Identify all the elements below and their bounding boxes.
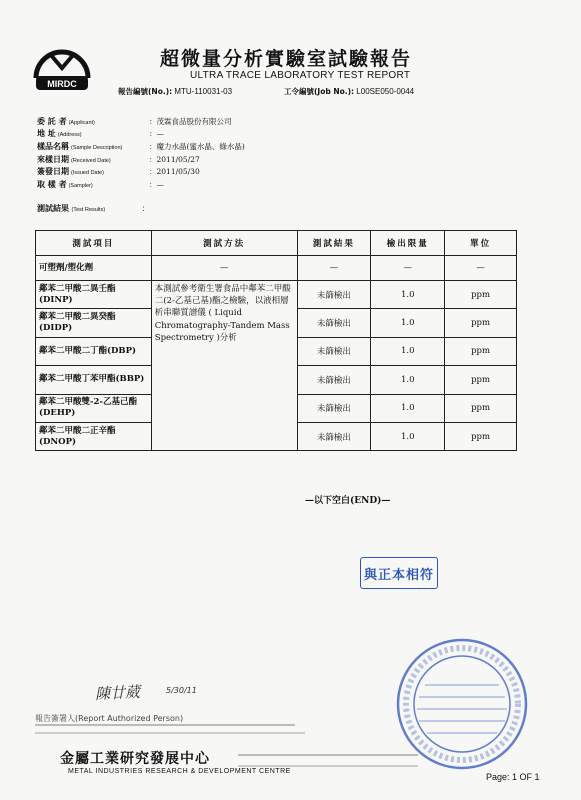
address-line	[238, 765, 418, 767]
address-line	[238, 754, 418, 756]
row-unit: ppm	[445, 394, 517, 422]
row-item: 鄰苯二甲酸雙-2-乙基己酯(DEHP)	[36, 394, 152, 422]
signature-date: 5/30/11	[166, 686, 197, 695]
row-limit: 1.0	[371, 366, 445, 394]
test-results-label: 測試結果 (Test Results) ：	[37, 204, 150, 213]
job-number: 工令編號(Job No.): L00SE050-0044	[284, 87, 415, 96]
row-limit: 1.0	[371, 281, 445, 309]
info-sample: 樣品名稱 (Sample Description) ：魔力水晶(蜜水晶、綠水晶)	[37, 141, 245, 151]
row-result: 未篩檢出	[297, 281, 371, 309]
page-number: Page: 1 OF 1	[486, 772, 540, 782]
table-row	[36, 281, 517, 309]
fine-print-line	[35, 724, 295, 726]
report-title: 超微量分析實驗室試驗報告	[160, 48, 413, 70]
row-item: 鄰苯二甲酸二正辛酯(DNOP)	[36, 422, 152, 450]
row-unit: ppm	[445, 422, 517, 450]
report-number: 報告編號(No.): MTU-110031-03	[118, 87, 233, 96]
end-marker: —以下空白(END)—	[305, 496, 391, 506]
row-unit: ppm	[445, 309, 517, 337]
row-item: 鄰苯二甲酸二異癸酯(DIDP)	[36, 309, 152, 337]
group-item: 可塑劑/塑化劑	[36, 256, 152, 281]
row-result: 未篩檢出	[297, 422, 371, 450]
info-applicant: 委 託 者 (Applicant) ：茂霖食品股份有限公司	[37, 116, 232, 126]
group-result: —	[297, 256, 371, 281]
fine-print-line	[35, 732, 305, 734]
official-seal	[393, 635, 531, 773]
table-header-row	[36, 231, 517, 256]
center-name-en: METAL INDUSTRIES RESEARCH & DEVELOPMENT CENTRE	[68, 768, 291, 775]
row-result: 未篩檢出	[297, 337, 371, 365]
group-method: —	[151, 256, 297, 281]
mirdc-logo	[30, 38, 94, 94]
results-table	[35, 230, 517, 451]
row-result: 未篩檢出	[297, 394, 371, 422]
row-limit: 1.0	[371, 309, 445, 337]
info-issued-date: 簽發日期 (Issued Date) ：2011/05/30	[37, 167, 200, 177]
row-result: 未篩檢出	[297, 309, 371, 337]
row-result: 未篩檢出	[297, 366, 371, 394]
group-row	[36, 256, 517, 281]
row-unit: ppm	[445, 366, 517, 394]
test-method: 本測試參考衛生署食品中鄰苯二甲酸二(2-乙基己基)酯之檢驗，以液相層析串聯質譜儀 ( Liquid Chromatography-Tandem Mass Spectrometry )分析	[151, 281, 297, 451]
authorized-person-label: 報告簽署人(Report Authorized Person)	[35, 714, 184, 723]
header-result: 測試結果	[297, 231, 371, 256]
header-method: 測試方法	[151, 231, 297, 256]
row-item: 鄰苯二甲酸二異壬酯(DINP)	[36, 281, 152, 309]
header-limit: 檢出限量	[371, 231, 445, 256]
header-item: 測試項目	[36, 231, 152, 256]
applicant-info	[37, 115, 245, 191]
row-limit: 1.0	[371, 394, 445, 422]
info-received-date: 來樣日期 (Received Date) ：2011/05/27	[37, 154, 200, 164]
row-limit: 1.0	[371, 337, 445, 365]
info-sampler: 取 樣 者 (Sampler) ：—	[37, 179, 164, 189]
logo-text: MIRDC	[47, 79, 77, 89]
row-item: 鄰苯二甲酸丁苯甲酯(BBP)	[36, 366, 152, 394]
center-name: 金屬工業研究發展中心	[60, 751, 210, 767]
report-title-en: ULTRA TRACE LABORATORY TEST REPORT	[190, 70, 411, 81]
row-item: 鄰苯二甲酸二丁酯(DBP)	[36, 337, 152, 365]
row-limit: 1.0	[371, 422, 445, 450]
certified-copy-stamp: 與正本相符	[360, 557, 438, 589]
group-unit: —	[445, 256, 517, 281]
signature: 陳廿葳	[94, 682, 141, 704]
row-unit: ppm	[445, 337, 517, 365]
group-limit: —	[371, 256, 445, 281]
header-unit: 單位	[445, 231, 517, 256]
info-address: 地 址 (Address) ：—	[37, 129, 164, 139]
row-unit: ppm	[445, 281, 517, 309]
